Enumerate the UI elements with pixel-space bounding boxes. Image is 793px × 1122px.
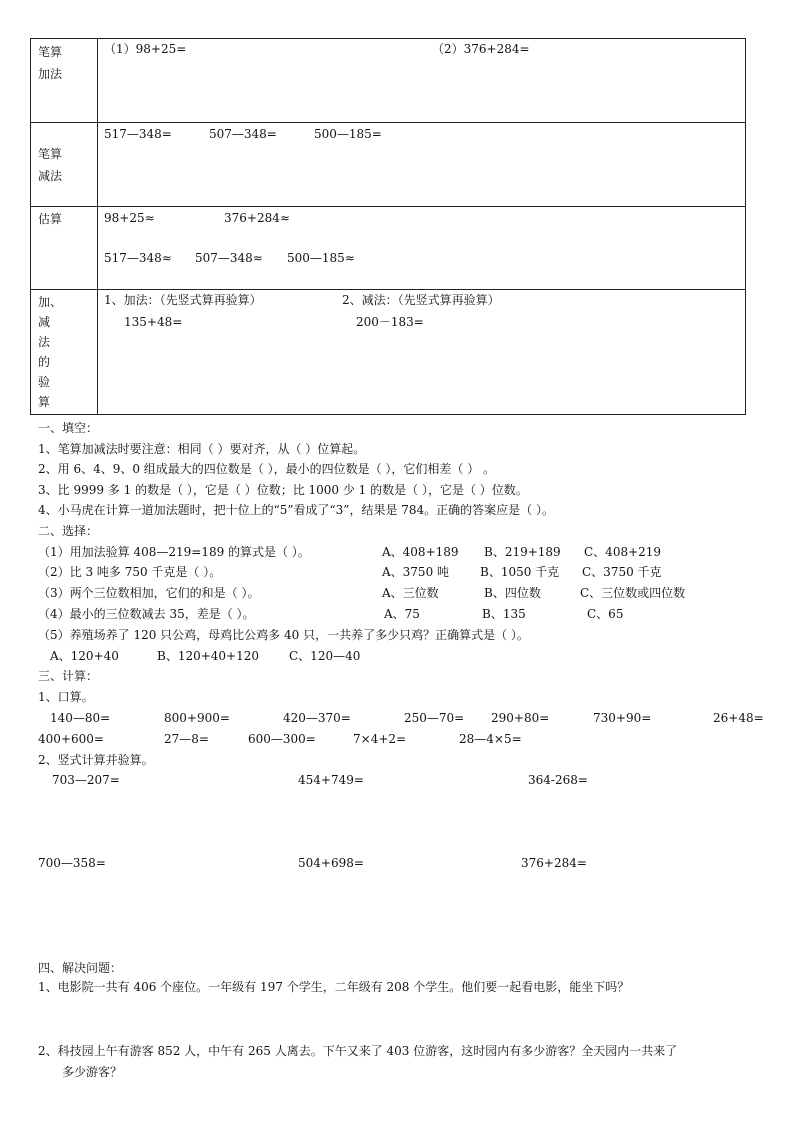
section-title-choice: 二、选择： [38,524,99,538]
row-label-line: 估算 [38,212,63,226]
choice-option: C、120—40 [289,649,361,663]
exercise-table [30,38,746,415]
word-problem-continued: 多少游客？ [62,1065,123,1079]
oral-problem: 600—300= [248,732,316,746]
choice-option: B、四位数 [484,586,541,600]
word-problem: 1、电影院一共有 406 个座位。一年级有 197 个学生，二年级有 208 个学生。他们要一起看电影，能坐下吗？ [38,980,630,994]
choice-option: C、408+219 [584,545,662,559]
oral-problem: 400+600= [38,732,104,746]
row-label-line: 算 [38,395,51,409]
row-label-line: 验 [38,375,51,389]
problem-text: 1、加法：（先竖式算再验算） [104,293,262,307]
choice-option: C、3750 千克 [582,565,662,579]
row-label-line: 法 [38,335,51,349]
written-problem: 700—358= [38,856,106,870]
problem-text: 2、减法：（先竖式算再验算） [342,293,500,307]
choice-option: B、120+40+120 [157,649,260,663]
choice-option: A、3750 吨 [382,565,450,579]
choice-option: B、1050 千克 [480,565,560,579]
oral-problem: 250—70= [404,711,465,725]
choice-option: B、219+189 [484,545,561,559]
subsection-title-oral: 1、口算。 [38,690,94,704]
row-label-written-subtraction [31,123,98,207]
row-label-line: 笔算 [38,45,63,59]
written-problem: 703—207= [52,773,120,787]
oral-problem: 26+48= [713,711,764,725]
problem-text: 200－183= [356,315,424,329]
choice-option: C、三位数或四位数 [580,586,686,600]
row-label-line: 减 [38,315,51,329]
written-problem: 364-268= [528,773,588,787]
row-label-estimation [31,207,98,290]
row-label-line: 笔算 [38,147,63,161]
row-label-line: 加、 [38,295,63,309]
written-problem: 454+749= [298,773,364,787]
table-row [31,207,746,290]
problem-text: 500—185= [314,127,382,141]
problem-text: （1）98+25= [104,42,187,56]
choice-option: A、三位数 [382,586,439,600]
oral-problem: 140—80= [50,711,111,725]
choice-stem: （3）两个三位数相加，它们的和是（ ）。 [38,586,260,600]
row-content [98,290,746,415]
problem-text: 507—348= [209,127,277,141]
question-text: 1、笔算加减法时要注意：相同（ ）要对齐，从（ ）位算起。 [38,442,366,456]
question-text: 4、小马虎在计算一道加法题时，把十位上的“5”看成了“3”，结果是 784。正确的答案应是（ ）。 [38,503,554,517]
choice-option: C、65 [587,607,624,621]
choice-option: A、120+40 [50,649,119,663]
oral-problem: 800+900= [164,711,230,725]
table-row [31,123,746,207]
row-label-verification [31,290,98,415]
oral-problem: 7×4+2= [353,732,407,746]
written-problem: 376+284= [521,856,587,870]
problem-text: 500—185≈ [287,251,355,265]
problem-text: 135+48= [124,315,183,329]
word-problem: 2、科技园上午有游客 852 人，中午有 265 人离去。下午又来了 403 位游客，这时园内有多少游客？全天园内一共来了 [38,1044,678,1058]
oral-problem: 420—370= [283,711,351,725]
oral-problem: 28—4×5= [459,732,522,746]
row-label-written-addition [31,39,98,123]
choice-stem: （5）养殖场养了 120 只公鸡，母鸡比公鸡多 40 只，一共养了多少只鸡？正确算式是（ ）。 [38,628,529,642]
row-label-line: 减法 [38,169,63,183]
table-row [31,39,746,123]
problem-text: 517—348= [104,127,172,141]
subsection-title-written: 2、竖式计算并验算。 [38,753,154,767]
choice-stem: （1）用加法验算 408—219=189 的算式是（ ）。 [38,545,310,559]
row-label-line: 的 [38,355,51,369]
choice-option: A、75 [384,607,420,621]
problem-text: （2）376+284= [432,42,530,56]
problem-text: 376+284≈ [224,211,290,225]
section-title-fill-in: 一、填空： [38,421,99,435]
choice-option: A、408+189 [382,545,459,559]
oral-problem: 27—8= [164,732,209,746]
written-problem: 504+698= [298,856,364,870]
row-content [98,39,746,123]
problem-text: 507—348≈ [195,251,263,265]
choice-stem: （2）比 3 吨多 750 千克是（ ）。 [38,565,222,579]
table-row [31,290,746,415]
row-content [98,123,746,207]
question-text: 3、比 9999 多 1 的数是（ ），它是（ ）位数；比 1000 少 1 的数是（ ），它是（ ）位数。 [38,483,528,497]
section-title-calculation: 三、计算： [38,669,99,683]
question-text: 2、用 6、4、9、0 组成最大的四位数是（ ），最小的四位数是（ ），它们相差（ ） 。 [38,462,496,476]
oral-problem: 290+80= [491,711,550,725]
row-content [98,207,746,290]
problem-text: 517—348≈ [104,251,172,265]
choice-stem: （4）最小的三位数减去 35，差是（ ）。 [38,607,255,621]
oral-problem: 730+90= [593,711,652,725]
row-label-line: 加法 [38,67,63,81]
section-title-problem-solving: 四、解决问题： [38,961,123,975]
problem-text: 98+25≈ [104,211,155,225]
choice-option: B、135 [482,607,526,621]
